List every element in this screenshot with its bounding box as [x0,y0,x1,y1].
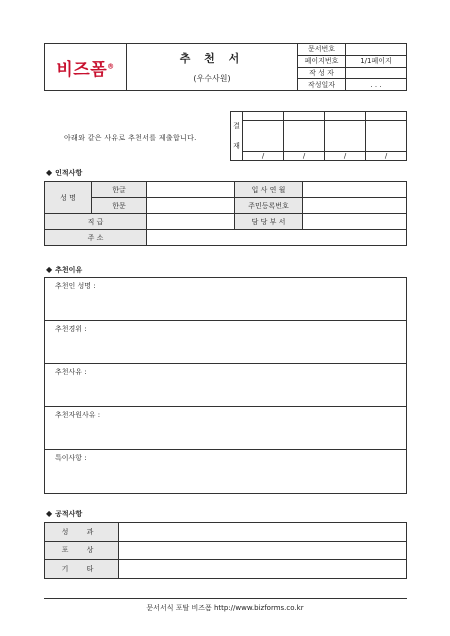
reason-row-support-reason[interactable]: 추천자원사유 : [45,407,406,450]
approval-role-1 [243,112,284,121]
reason-row-background[interactable]: 추천경위 : [45,321,406,364]
hanja-label: 한문 [92,198,147,214]
approval-role-2 [284,112,325,121]
hire-date-label: 입 사 연 월 [235,182,303,198]
merit-label-results: 성 과 [45,523,119,542]
merit-label-other: 기 타 [45,560,119,579]
address-field[interactable] [147,230,407,246]
footer-text: 문서서식 포탈 비즈폼 http://www.bizforms.co.kr [146,604,304,612]
approval-date-1[interactable]: / [243,152,284,161]
section-merit-title: ◆ 공적사항 [46,509,83,518]
intro-text: 아래와 같은 사유로 추천서를 제출합니다. [64,134,197,142]
resident-no-field[interactable] [303,198,407,214]
reason-row-remarks[interactable]: 특이사항 : [55,454,87,462]
merit-field-results[interactable] [119,523,407,542]
merit-field-other[interactable] [119,560,407,579]
position-label: 직 급 [45,214,147,230]
hanja-name-field[interactable] [147,198,235,214]
diamond-icon: ◆ [46,265,53,274]
meta-label-doc-number: 문서번호 [298,44,346,56]
meta-label-author: 작 성 자 [298,67,346,79]
meta-value-author[interactable] [346,67,407,79]
approval-date-4[interactable]: / [366,152,407,161]
reason-box [44,277,407,494]
meta-label-page-number: 페이지번호 [298,55,346,67]
merit-field-awards[interactable] [119,541,407,560]
diamond-icon: ◆ [46,509,53,518]
approval-side-label: 결 재 [231,112,243,161]
merit-label-awards: 포 상 [45,541,119,560]
reason-row-reason[interactable]: 추천사유 : [45,364,406,407]
meta-value-page-number: 1/1페이지 [346,55,407,67]
address-label: 주 소 [45,230,147,246]
title-cell [127,44,298,91]
approval-sign-2[interactable] [284,121,325,152]
hangul-name-field[interactable] [147,182,235,198]
position-field[interactable] [147,214,235,230]
hire-date-field[interactable] [303,182,407,198]
section-personal-title: ◆ 인적사항 [46,168,83,177]
hangul-label: 한글 [92,182,147,198]
meta-label-date: 작성일자 [298,79,346,91]
approval-sign-1[interactable] [243,121,284,152]
department-label: 담 당 부 서 [235,214,303,230]
approval-date-2[interactable]: / [284,152,325,161]
approval-role-3 [325,112,366,121]
name-label: 성 명 [45,182,92,214]
department-field[interactable] [303,214,407,230]
resident-no-label: 주민등록번호 [235,198,303,214]
footer-divider [44,598,407,599]
approval-sign-4[interactable] [366,121,407,152]
merit-table [44,522,407,579]
document-header [44,43,407,91]
document-title: 추 천 서 [179,52,245,65]
approval-box [230,111,407,161]
meta-value-doc-number[interactable] [346,44,407,56]
meta-value-date[interactable]: . . . [346,79,407,91]
logo-cell [45,44,127,91]
personal-info-table [44,181,407,246]
approval-date-3[interactable]: / [325,152,366,161]
bizforms-logo: 비즈폼® [56,59,115,80]
document-subtitle: (우수사원) [193,74,231,83]
reason-row-recommender[interactable]: 추천인 성명 : [45,278,406,321]
approval-sign-3[interactable] [325,121,366,152]
diamond-icon: ◆ [46,168,53,177]
approval-role-4 [366,112,407,121]
section-reason-title: ◆ 추천이유 [46,265,83,274]
